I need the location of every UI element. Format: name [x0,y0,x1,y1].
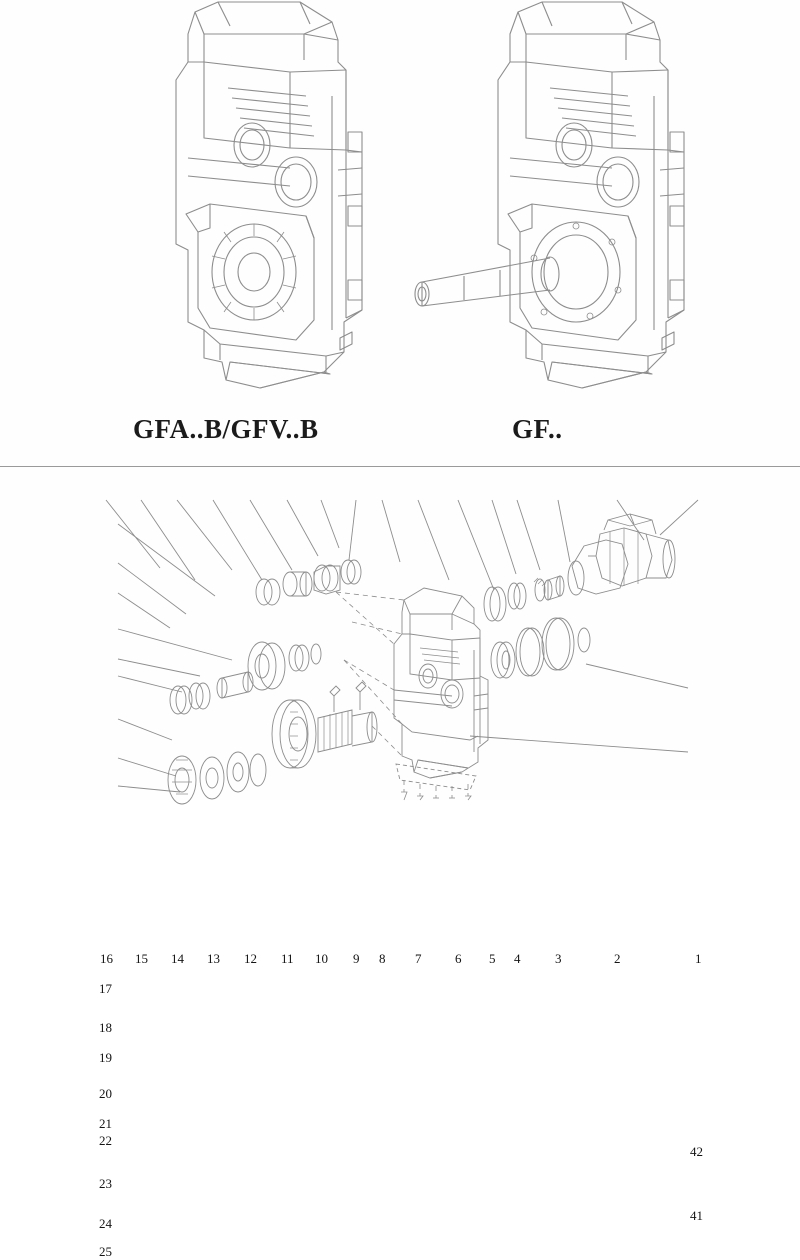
caption-right: GF.. [512,414,563,444]
callout-15: 15 [135,951,148,966]
callout-16: 16 [100,951,113,966]
callout-18: 18 [99,1020,112,1035]
callout-7: 7 [415,951,422,966]
gfa-b-gfv-b-housing-view [100,0,400,400]
callout-8: 8 [379,951,386,966]
caption-row [0,408,800,454]
callout-6: 6 [455,951,462,966]
exploded-parts-diagram [0,467,800,1259]
callout-4: 4 [514,951,521,966]
gf-housing-view [400,0,700,400]
callout-5: 5 [489,951,496,966]
callout-23: 23 [99,1176,112,1191]
callout-20: 20 [99,1086,112,1101]
callout-41: 41 [690,1208,703,1223]
callout-22: 22 [99,1133,112,1148]
callout-11: 11 [281,951,294,966]
callout-21: 21 [99,1116,112,1131]
callout-3: 3 [555,951,562,966]
callout-9: 9 [353,951,360,966]
callout-12: 12 [244,951,257,966]
callout-19: 19 [99,1050,112,1065]
callout-14: 14 [171,951,184,966]
callout-24: 24 [99,1216,112,1231]
top-views-area [0,0,800,400]
callout-13: 13 [207,951,220,966]
caption-left: GFA..B/GFV..B [133,414,319,444]
callout-42: 42 [690,1144,703,1159]
callout-10: 10 [315,951,328,966]
callout-2: 2 [614,951,621,966]
callout-1: 1 [695,951,702,966]
callout-17: 17 [99,981,112,996]
callout-25: 25 [99,1244,112,1259]
